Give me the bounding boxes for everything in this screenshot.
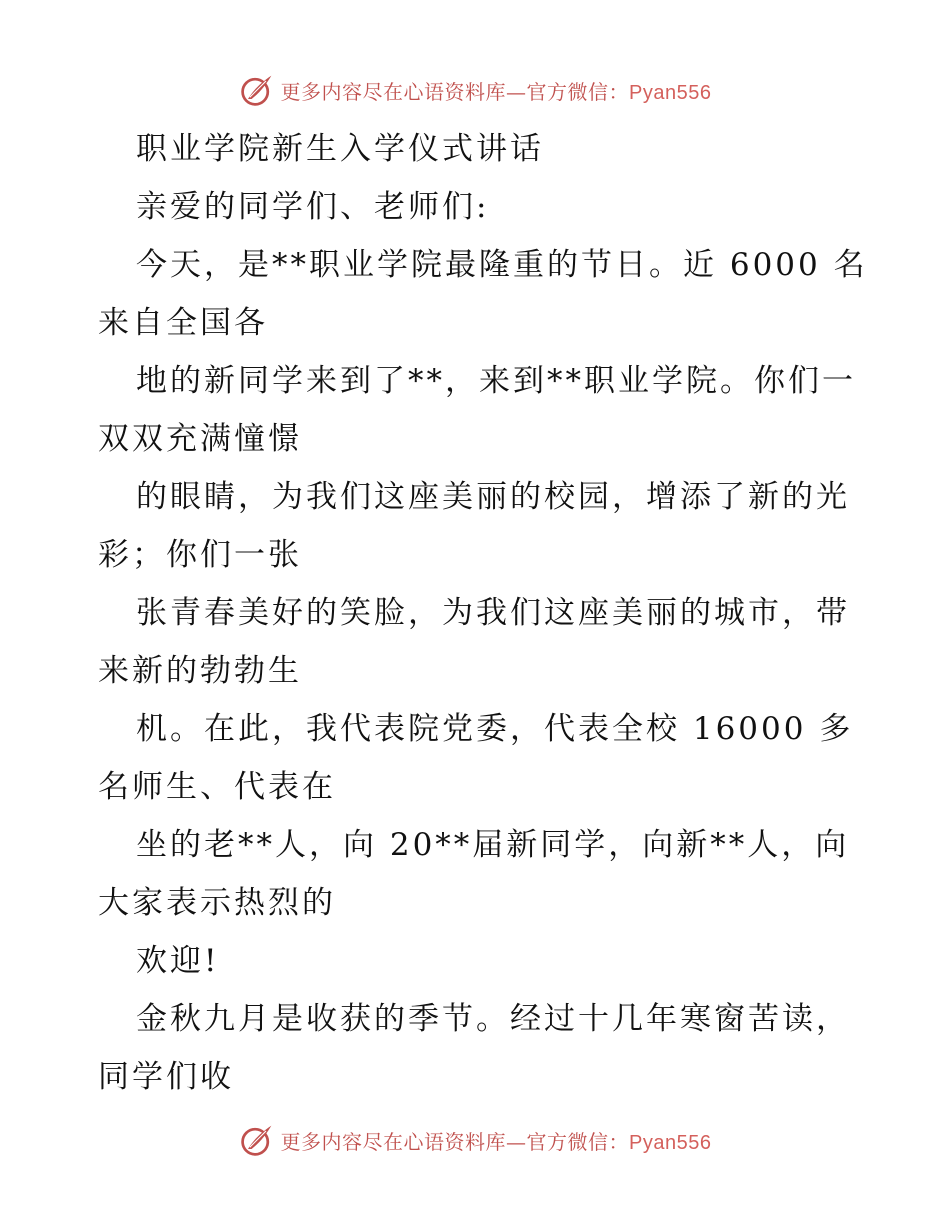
text-line: 来自全国各 xyxy=(98,305,268,341)
watermark-text: 更多内容尽在心语资料库—官方微信：Pyan556 xyxy=(280,79,712,104)
text-line: 机。在此，我代表院党委，代表全校 16000 多 xyxy=(136,711,854,747)
text-line: 金秋九月是收获的季节。经过十几年寒窗苦读， xyxy=(136,1001,850,1037)
text-line: 大家表示热烈的 xyxy=(98,885,336,921)
text-line: 名师生、代表在 xyxy=(98,769,336,805)
text-line: 地的新同学来到了**，来到**职业学院。你们一 xyxy=(136,363,856,399)
text-line: 张青春美好的笑脸，为我们这座美丽的城市，带 xyxy=(136,595,850,631)
text-line: 亲爱的同学们、老师们: xyxy=(136,189,490,225)
watermark-text: 更多内容尽在心语资料库—官方微信：Pyan556 xyxy=(280,1129,712,1154)
text-line: 双双充满憧憬 xyxy=(98,421,302,457)
watermark-header xyxy=(0,70,950,110)
text-line: 欢迎! xyxy=(136,943,220,979)
text-line: 同学们收 xyxy=(98,1059,234,1095)
text-line: 来新的勃勃生 xyxy=(98,653,302,689)
text-line: 今天，是**职业学院最隆重的节日。近 6000 名 xyxy=(136,247,868,283)
feather-logo-icon xyxy=(239,72,275,108)
text-line: 坐的老**人，向 20**届新同学，向新**人，向 xyxy=(136,827,850,863)
feather-logo-icon xyxy=(239,1122,275,1158)
text-line: 彩；你们一张 xyxy=(98,537,302,573)
watermark-footer xyxy=(0,1120,950,1160)
text-line: 的眼睛，为我们这座美丽的校园，增添了新的光 xyxy=(136,479,850,515)
document-title: 职业学院新生入学仪式讲话 xyxy=(136,131,544,167)
